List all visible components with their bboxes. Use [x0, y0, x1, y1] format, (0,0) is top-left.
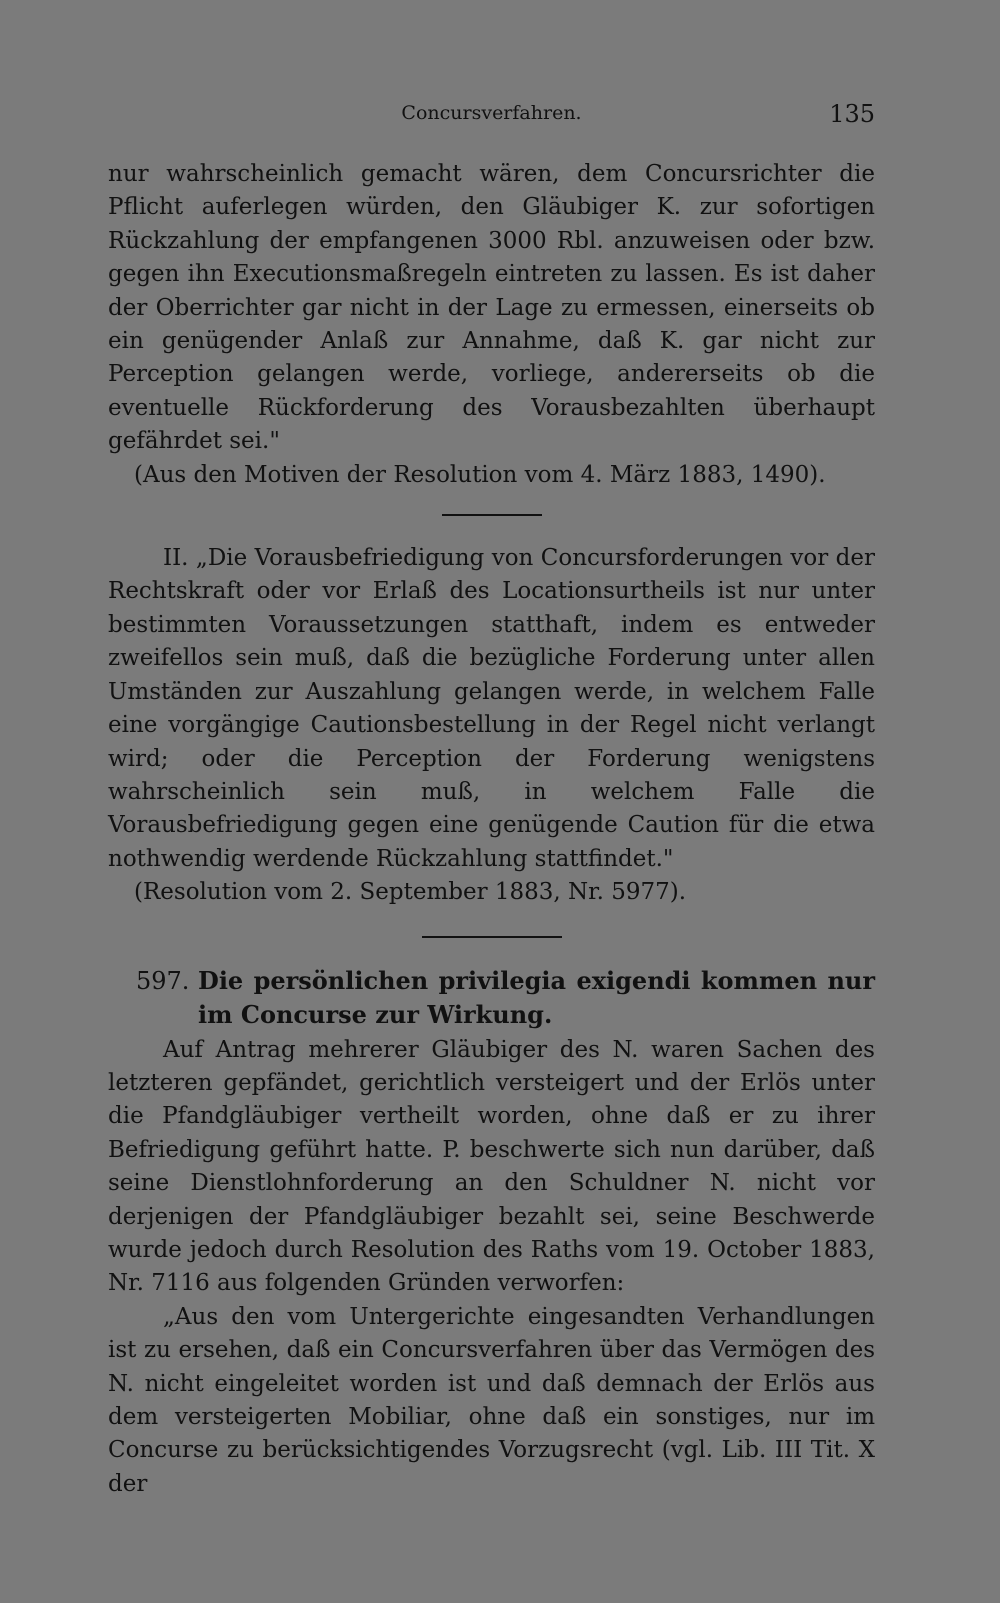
page-content: [108, 158, 875, 1501]
paragraph-quotation: „Aus den vom Untergerichte eingesandten Verhandlungen ist zu ersehen, daß ein Concursverfahren über das Vermögen des N. nicht eingeleitet worden ist und daß demnach der Erlös aus dem versteigerten Mobiliar, ohne daß ein sonstiges, nur im Concurse zu berücksichtigendes Vorzugsrecht (vgl. Lib. III Tit. X der: [108, 1303, 875, 1497]
paragraph-case-facts: Auf Antrag mehrerer Gläubiger des N. waren Sachen des letzteren gepfändet, gerichtlich versteigert und der Erlös unter die Pfandgläubiger vertheilt worden, ohne daß er zu ihrer Befriedigung geführt hatte. P. beschwerte sich nun darüber, daß seine Dienstlohnforderung an den Schuldner N. nicht vor derjenigen der Pfandgläubiger bezahlt sei, seine Beschwerde wurde jedoch durch Resolution des Raths vom 19. October 1883, Nr. 7116 aus folgenden Gründen verworfen:: [108, 1036, 875, 1297]
section-title: Die persönlichen privilegia exigendi kommen nur im Concurse zur Wirkung.: [198, 965, 875, 1029]
paragraph-continuation: nur wahrscheinlich gemacht wären, dem Concursrichter die Pflicht auferlegen würden, den Gläubiger K. zur sofortigen Rückzahlung der empfangenen 3000 Rbl. anzuweisen oder bzw. gegen ihn Executionsmaßregeln eintreten zu lassen. Es ist daher der Oberrichter gar nicht in der Lage zu ermessen, einerseits ob ein genügender Anlaß zur Annahme, daß K. gar nicht zur Perception gelangen werde, vorliege, andererseits ob die eventuelle Rückforderung des Vorausbezahlten überhaupt gefährdet sei.": [108, 161, 875, 455]
source-citation: (Aus den Motiven der Resolution vom 4. März 1883, 1490).: [134, 461, 826, 488]
paragraph-resolution-ii: II. „Die Vorausbefriedigung von Concursforderungen vor der Rechtskraft oder vor Erlaß des Locationsurtheils ist nur unter bestimmten Voraussetzungen statthaft, indem es entweder zweifellos sein muß, daß die bezügliche Forderung unter allen Umständen zur Auszahlung gelangen werde, in welchem Falle eine vorgängige Cautionsbestellung in der Regel nicht verlangt wird; oder die Perception der Forderung wenigstens wahrscheinlich sein muß, in welchem Falle die Vorausbefriedigung gegen eine genügende Caution für die etwa nothwendig werdende Rückzahlung stattfindet.": [108, 545, 875, 872]
running-head: [108, 96, 875, 136]
page-number: 135: [829, 100, 875, 128]
section-heading: [108, 964, 875, 1032]
source-citation: (Resolution vom 2. September 1883, Nr. 5977).: [134, 879, 687, 906]
separator-rule: [442, 514, 542, 516]
running-title: Concursverfahren.: [401, 102, 582, 124]
section-number: 597.: [136, 966, 190, 995]
separator-rule: [422, 936, 562, 938]
